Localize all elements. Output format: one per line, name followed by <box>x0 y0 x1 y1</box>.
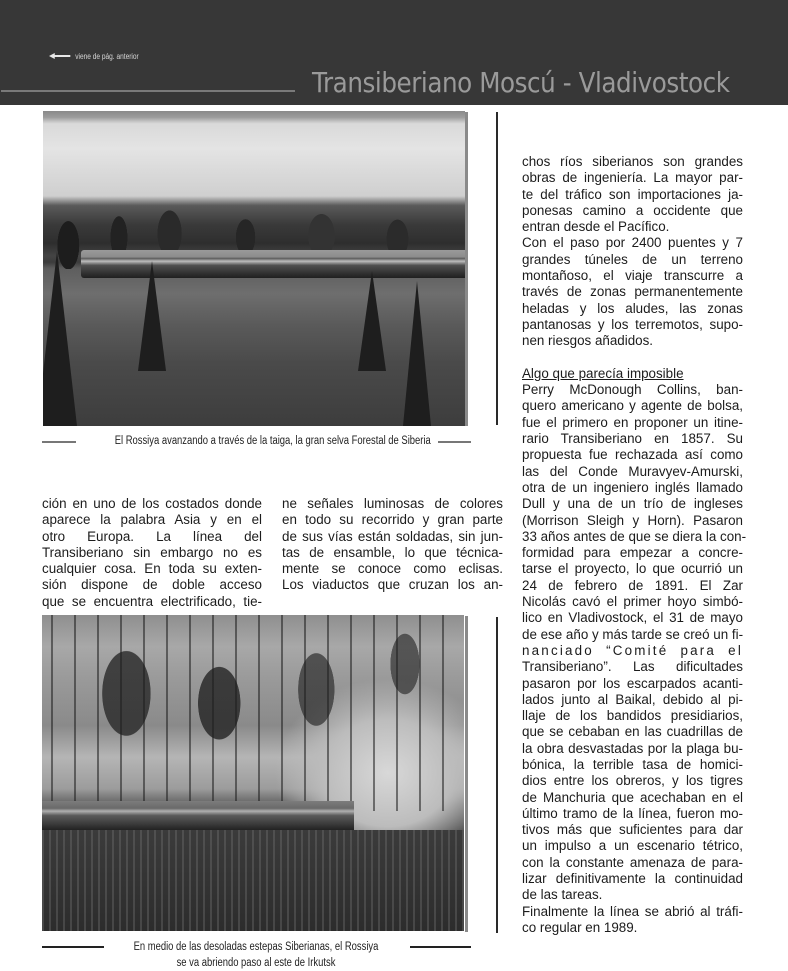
header-divider <box>1 90 295 92</box>
page-header <box>0 0 788 105</box>
caption-rule-right <box>410 946 471 948</box>
photo-edge <box>465 616 468 932</box>
photo-fir-tree <box>138 261 166 371</box>
page-title: Transiberiano Moscú - Vladivostock <box>312 66 730 99</box>
column-divider <box>496 617 498 933</box>
arrow-left-icon <box>49 51 70 61</box>
photo-fir-tree <box>43 251 77 426</box>
text-column-center: ne señales luminosas de colores en todo su recorrido y gran parte de sus vías están soldadas, sin jun- tas de ensamble, lo que técnica- mente se conoce como eclisas. Los viaductos que cruzan los an- <box>282 496 503 593</box>
paragraph-gap <box>522 350 743 366</box>
photo-caption: El Rossiya avanzando a través de la taiga, la gran selva Forestal de Siberia <box>114 435 431 447</box>
photo-train <box>42 801 354 829</box>
caption-rule-left <box>42 946 104 948</box>
caption-rule-right <box>438 441 471 443</box>
caption-rule-left <box>42 441 76 443</box>
photo-winter-train <box>42 615 464 931</box>
section-subheading: Algo que parecía imposible <box>522 365 684 381</box>
column-divider <box>496 112 498 425</box>
photo-forest <box>42 615 464 811</box>
photo-edge <box>465 112 468 426</box>
previous-page-link[interactable] <box>49 50 139 62</box>
photo-caption: En medio de las desoladas estepas Siberianas, el Rossiya se va abriendo paso al este de Irkutsk <box>133 941 379 969</box>
previous-page-label: viene de pág. anterior <box>75 51 139 61</box>
photo-taiga-train <box>43 111 465 426</box>
text-column-left: ción en uno de los costados donde aparece la palabra Asia y en el otro Europa. La línea del Transiberiano sin embargo no es cualquier cosa. En toda su exten- sión dispone de doble acceso que se encuentra electrificado, tie- <box>42 496 262 609</box>
photo-foreground-trees <box>42 830 464 931</box>
photo-fir-tree <box>403 281 431 426</box>
photo-fir-tree <box>358 271 386 371</box>
text-column-right: chos ríos siberianos son grandes obras de ingeniería. La mayor par- te del tráfico son importaciones ja- ponesas camino a occidente que entran desde el Pacífico. Con el paso por 2400 puentes y 7 grandes túneles de un terreno montañoso, el viaje transcurre a través de zonas permanentemente heladas y los aludes, las zonas pantanosas y los terremotos, supo- nen riesgos añadidos. Algo que parecía imposible Perry McDonough Collins, ban- quero americano y agente de bolsa, fue el primero en proponer un itine- rario Transiberiano en 1857. Su propuesta fue rechazada así como las del Conde Muravyev-Amurski, otra de un ingeniero inglés llamado Dull y una de un trío de ingleses (Morrison Sleigh y Horn). Pasaron 33 años antes de que se diera la con- formidad para empezar a concre- tarse el proyecto, lo que ocurrió un 24 de febrero de 1891. El Zar Nicolás cavó el primer hoyo simbó- lico en Vladivostock, el 31 de mayo de ese año y más tarde se creó un fi- nanciado “Comité para el Transiberiano”. Las dificultades pasaron por los escarpados acanti- lados junto al Baikal, debido al pi- llaje de los bandidos presidiarios, que se cebaban en las cuadrillas de la obra desvastadas por la plaga bu- bónica, la terrible tasa de homici- dios entre los obreros, y los tigres de Manchuria que acechaban en el último tramo de la línea, fueron mo- tivos más que suficientes para dar un impulso a un escenario tétrico, con la constante amenaza de para- lizar definitivamente la continuidad de las tareas. Finalmente la línea se abrió al tráfi- co regular en 1989. <box>522 154 747 935</box>
